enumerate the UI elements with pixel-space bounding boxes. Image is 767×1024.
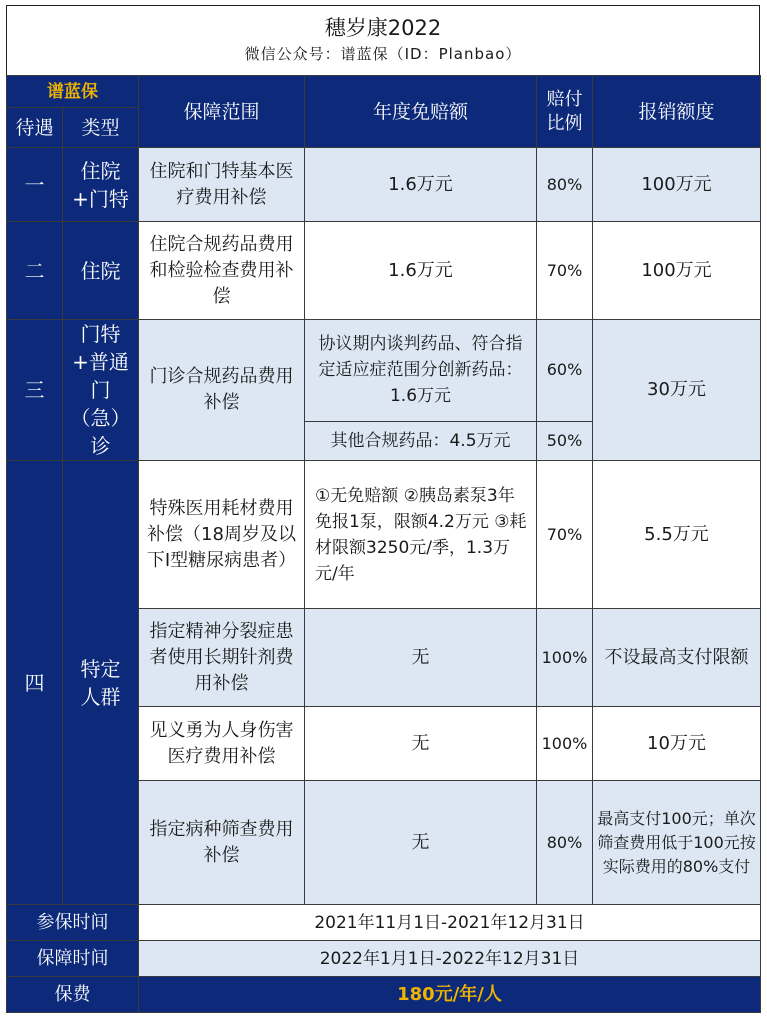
tier-cell: 三 <box>7 320 63 461</box>
coverage-table <box>6 75 761 1013</box>
enroll-row <box>7 905 761 941</box>
type-cell: 住院 <box>63 222 139 320</box>
cover-label: 保障时间 <box>7 941 139 977</box>
scope-cell: 住院和门特基本医疗费用补偿 <box>139 148 305 222</box>
col-header-ratio: 赔付比例 <box>537 76 593 148</box>
type-cell: 住院+门特 <box>63 148 139 222</box>
ratio-cell: 80% <box>537 148 593 222</box>
scope-cell: 特殊医用耗材费用补偿（18周岁及以下I型糖尿病患者） <box>139 461 305 609</box>
table-row <box>7 148 761 222</box>
ratio-cell: 70% <box>537 461 593 609</box>
page-title: 穗岁康2022 <box>324 16 442 40</box>
deductible-cell-negotiated: 协议期内谈判药品、符合指定适应症范围分创新药品：1.6万元 <box>305 320 537 422</box>
fee-value: 180元/年/人 <box>139 977 761 1013</box>
scope-cell: 指定病种筛查费用补偿 <box>139 781 305 905</box>
ratio-cell: 100% <box>537 707 593 781</box>
limit-cell: 30万元 <box>593 320 761 461</box>
tier-cell: 一 <box>7 148 63 222</box>
type-cell: 门特+普通门（急）诊 <box>63 320 139 461</box>
limit-cell: 最高支付100元；单次筛查费用低于100元按实际费用的80%支付 <box>593 781 761 905</box>
limit-cell: 不设最高支付限额 <box>593 609 761 707</box>
enroll-label: 参保时间 <box>7 905 139 941</box>
deductible-cell: 1.6万元 <box>305 148 537 222</box>
cover-value: 2022年1月1日-2022年12月31日 <box>139 941 761 977</box>
col-header-limit: 报销额度 <box>593 76 761 148</box>
brand-header: 谱蓝保 <box>7 76 139 108</box>
deductible-cell-other: 其他合规药品：4.5万元 <box>305 421 537 460</box>
table-row <box>7 461 761 609</box>
page-subtitle: 微信公众号：谱蓝保（ID：Planbao） <box>244 45 522 63</box>
deductible-cell: 无 <box>305 707 537 781</box>
insurance-table-container <box>6 5 760 1013</box>
ratio-cell: 70% <box>537 222 593 320</box>
limit-cell: 10万元 <box>593 707 761 781</box>
fee-row <box>7 977 761 1013</box>
col-header-type: 类型 <box>63 108 139 148</box>
table-row <box>7 222 761 320</box>
tier-cell: 二 <box>7 222 63 320</box>
enroll-value: 2021年11月1日-2021年12月31日 <box>139 905 761 941</box>
cover-row <box>7 941 761 977</box>
scope-cell: 指定精神分裂症患者使用长期针剂费用补偿 <box>139 609 305 707</box>
deductible-cell: ①无免赔额 ②胰岛素泵3年免报1泵，限额4.2万元 ③耗材限额3250元/季，1.3万元/年 <box>305 461 537 609</box>
col-header-tier: 待遇 <box>7 108 63 148</box>
scope-cell: 门诊合规药品费用补偿 <box>139 320 305 461</box>
ratio-cell: 80% <box>537 781 593 905</box>
ratio-cell-other: 50% <box>537 421 593 460</box>
fee-label: 保费 <box>7 977 139 1013</box>
limit-cell: 100万元 <box>593 222 761 320</box>
tier-cell: 四 <box>7 461 63 905</box>
ratio-cell-negotiated: 60% <box>537 320 593 422</box>
scope-cell: 住院合规药品费用和检验检查费用补偿 <box>139 222 305 320</box>
deductible-cell: 1.6万元 <box>305 222 537 320</box>
limit-cell: 5.5万元 <box>593 461 761 609</box>
limit-cell: 100万元 <box>593 148 761 222</box>
table-row <box>7 320 761 422</box>
type-cell: 特定人群 <box>63 461 139 905</box>
col-header-deductible: 年度免赔额 <box>305 76 537 148</box>
deductible-cell: 无 <box>305 781 537 905</box>
ratio-cell: 100% <box>537 609 593 707</box>
title-box <box>6 5 760 75</box>
deductible-cell: 无 <box>305 609 537 707</box>
col-header-scope: 保障范围 <box>139 76 305 148</box>
scope-cell: 见义勇为人身伤害医疗费用补偿 <box>139 707 305 781</box>
